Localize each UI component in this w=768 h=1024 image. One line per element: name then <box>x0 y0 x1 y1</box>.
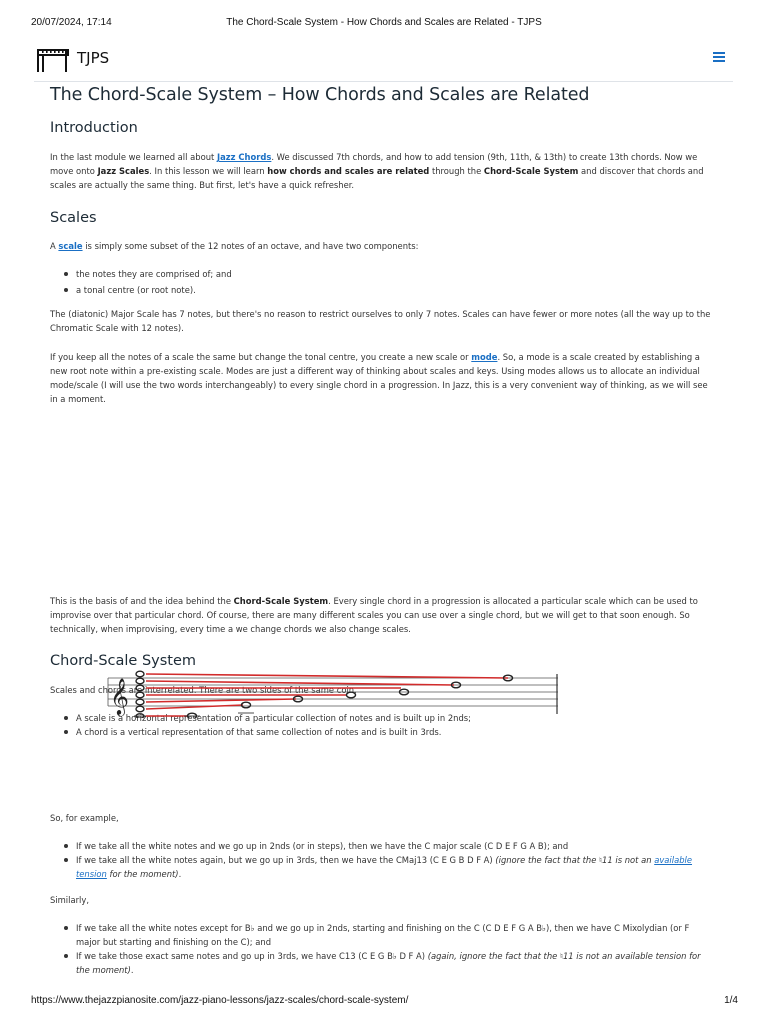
csys-paragraph-3: Similarly, <box>50 895 89 905</box>
list-item: If we take all the white notes again, but we go up in 3rds, then we have the CMaj13 (C E G B D F A) (ignore the fact that the ♮11 is not an available tension for the moment). <box>50 853 715 881</box>
link-mode[interactable]: mode <box>471 352 498 362</box>
heading-introduction: Introduction <box>50 120 138 136</box>
list-item: a tonal centre (or root note). <box>50 283 715 297</box>
csys-paragraph-1: Scales and chords are interrelated. There are two sides of the same coin. <box>50 685 357 695</box>
hamburger-menu-icon[interactable] <box>713 52 725 62</box>
list-item: the notes they are comprised of; and <box>50 267 715 281</box>
scales-paragraph-4: This is the basis of and the idea behind the Chord-Scale System. Every single chord in a progression is allocated a particular scale which can be used to improvise over that particular chord. Of course, there are many different scales you can use over a single chord, but we will get to that soon enough. So technically, when improvising, every time a we change chords we also change scales. <box>50 596 698 634</box>
link-scale[interactable]: scale <box>58 241 83 251</box>
page-title: The Chord-Scale System – How Chords and Scales are Related <box>50 85 590 105</box>
example-list-2 <box>50 921 715 977</box>
heading-chord-scale-system: Chord-Scale System <box>50 653 197 669</box>
link-available-tension[interactable]: available tension <box>76 855 693 879</box>
print-page-number: 1/4 <box>724 995 738 1006</box>
scales-paragraph-3: If you keep all the notes of a scale the same but change the tonal centre, you create a new scale or mode. So, a mode is a scale created by establishing a new root note within a pre-existing scale. Modes are just a different way of thinking about scales and keys. Using modes allows us to allocate an individual mode/scale (I will use the two words interchangeably) to every single chord in a progression. In Jazz, this is a very convenient way of thinking, as we will see in a moment. <box>50 352 708 404</box>
print-footer <box>0 995 768 1009</box>
list-item: If we take those exact same notes and go up in 3rds, we have C13 (C E G B♭ D F A) (again, ignore the fact that the ♮11 is not an available tension for the moment). <box>50 949 715 977</box>
treble-clef-icon: 𝄞 <box>110 677 129 715</box>
print-header <box>0 17 768 31</box>
print-url: https://www.thejazzpianosite.com/jazz-piano-lessons/jazz-scales/chord-scale-system/ <box>31 995 409 1006</box>
site-brand[interactable]: TJPS <box>77 49 110 67</box>
scales-paragraph-1: A scale is simply some subset of the 12 notes of an octave, and have two components: <box>50 241 419 251</box>
link-jazz-chords[interactable]: Jazz Chords <box>216 152 272 162</box>
list-item: If we take all the white notes except for B♭ and we go up in 2nds, starting and finishing on the C (C D E F G A B♭), then we have C Mixolydian (or F major but starting and finishing on the C); and <box>50 921 715 949</box>
scales-components-list <box>50 267 715 297</box>
list-item: A scale is a horizontal representation of a particular collection of notes and is built up in 2nds; <box>50 711 715 725</box>
csys-paragraph-2: So, for example, <box>50 813 119 823</box>
heading-scales: Scales <box>50 210 97 226</box>
print-date: 20/07/2024, 17:14 <box>31 17 112 28</box>
scales-paragraph-2: The (diatonic) Major Scale has 7 notes, but there's no reason to restrict ourselves to only 7 notes. Scales can have fewer or more notes (all the way up to the Chromatic Scale with 12 notes). <box>50 309 711 333</box>
chord-scale-notation-figure <box>106 670 566 718</box>
list-item: If we take all the white notes and we go up in 2nds (or in steps), then we have the C major scale (C D E F G A B); and <box>50 839 715 853</box>
site-header <box>34 44 733 82</box>
list-item: A chord is a vertical representation of that same collection of notes and is built in 3rds. <box>50 725 715 739</box>
example-list-1 <box>50 839 715 881</box>
print-title: The Chord-Scale System - How Chords and Scales are Related - TJPS <box>226 17 542 28</box>
intro-paragraph: In the last module we learned all about Jazz Chords. We discussed 7th chords, and how to add tension (9th, 11th, & 13th) to create 13th chords. Now we move onto Jazz Scales. In this lesson we will learn how chords and scales are related through the Chord-Scale System and discover that chords and scales are actually the same thing. But first, let's have a quick refresher. <box>50 152 704 190</box>
grand-piano-icon[interactable] <box>36 46 70 72</box>
